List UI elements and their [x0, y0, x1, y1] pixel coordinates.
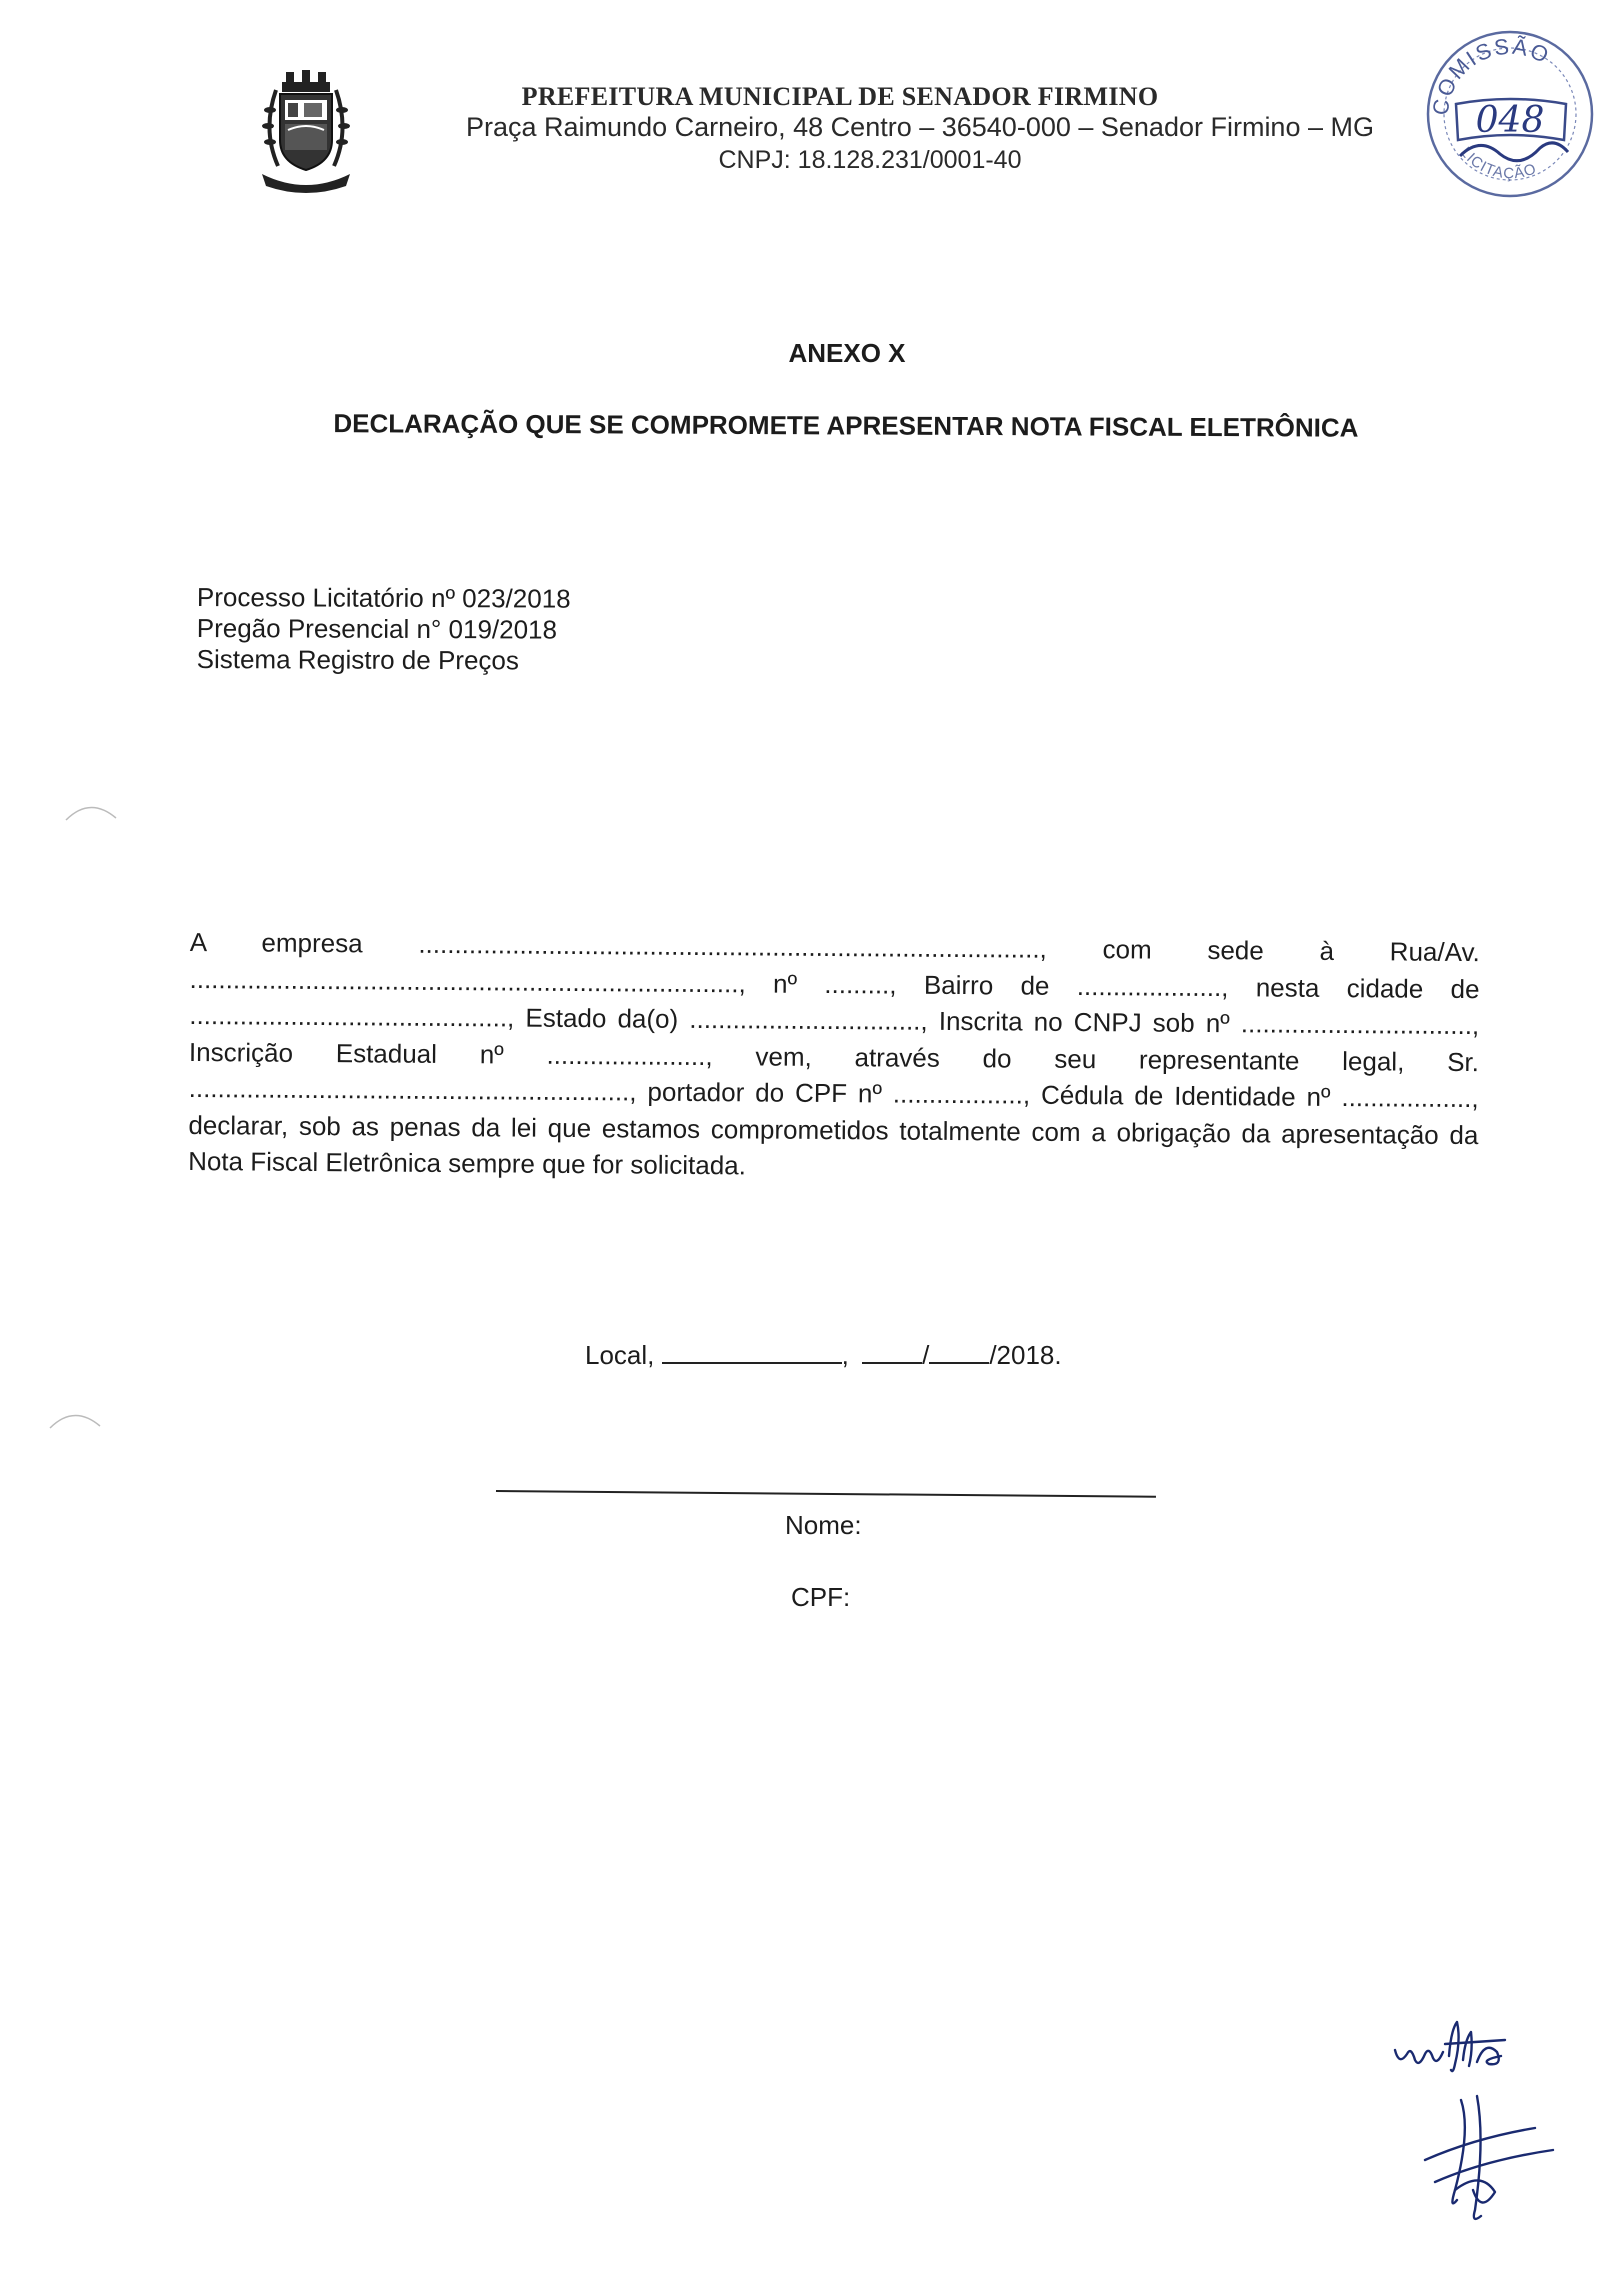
- date-slash: /: [922, 1340, 930, 1370]
- process-licitatorio: Processo Licitatório nº 023/2018: [196, 582, 571, 614]
- commission-stamp: [1420, 24, 1600, 204]
- date-line: [585, 1340, 1062, 1371]
- signature-line: [496, 1490, 1156, 1498]
- process-sistema: Sistema Registro de Preços: [196, 643, 519, 676]
- prefeitura-cnpj: CNPJ: 18.128.231/0001-40: [718, 146, 1022, 174]
- nome-label: Nome:: [785, 1510, 862, 1540]
- process-pregao: Pregão Presencial n° 019/2018: [196, 612, 558, 645]
- month-blank: [929, 1342, 989, 1364]
- punch-hole-mark: [60, 798, 120, 824]
- annex-heading: ANEXO X: [788, 338, 906, 368]
- municipal-coat-of-arms-icon: [258, 70, 354, 194]
- cpf-label: CPF:: [791, 1582, 851, 1612]
- declaration-title: DECLARAÇÃO QUE SE COMPROMETE APRESENTAR NOTA FISCAL ELETRÔNICA: [333, 408, 1359, 443]
- process-info: [197, 582, 571, 677]
- declaration-paragraph: A empresa ......................................................................................, com sede à Rua/Av. ............................................................................, nº ........., Bairro de ...................., nesta cidade de ............................................, Estado da(o) ................................, Inscrita no CNPJ sob nº ................................, Inscrição Estadual nº ......................, vem, através do seu representante legal, Sr. ............................................................., portador do CPF nº .................., Cédula de Identidade nº .................., declarar, sob as penas da lei que estamos comprometidos totalmente com a obrigação da apresentação da Nota Fiscal Eletrônica sempre que for solicitada.: [188, 926, 1480, 1181]
- date-comma: ,: [841, 1340, 849, 1370]
- date-year: /2018.: [989, 1340, 1062, 1370]
- stamp-text-bottom: LICITAÇÃO: [1456, 143, 1540, 183]
- prefeitura-title: PREFEITURA MUNICIPAL DE SENADOR FIRMINO: [521, 82, 1159, 111]
- day-blank: [862, 1342, 922, 1364]
- punch-hole-mark: [44, 1406, 104, 1432]
- local-label: Local,: [585, 1340, 655, 1370]
- local-blank: [662, 1342, 842, 1364]
- stamp-text-top: COMISSÃO: [1427, 33, 1555, 117]
- handwritten-signature: [1385, 2010, 1575, 2230]
- prefeitura-address: Praça Raimundo Carneiro, 48 Centro – 36540-000 – Senador Firmino – MG: [466, 112, 1374, 142]
- stamp-number: 048: [1475, 100, 1545, 141]
